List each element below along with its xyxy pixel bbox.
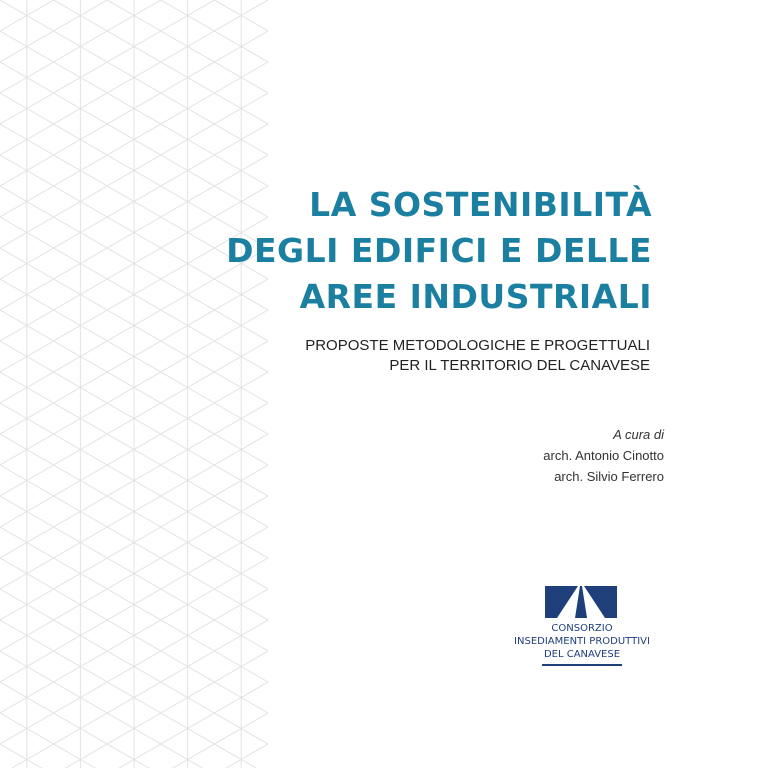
editors	[543, 424, 664, 487]
publisher-logo	[508, 586, 656, 666]
logo-line-1: CONSORZIO	[551, 623, 613, 634]
title-line-3: AREE INDUSTRIALI	[299, 277, 652, 316]
subtitle-line-1: PROPOSTE METODOLOGICHE E PROGETTUALI	[305, 337, 650, 354]
logo-line-2: INSEDIAMENTI PRODUTTIVI	[514, 636, 650, 647]
isometric-grid-pattern	[0, 0, 268, 768]
title-line-2: DEGLI EDIFICI E DELLE	[226, 231, 652, 270]
title-line-1: LA SOSTENIBILITÀ	[309, 185, 652, 224]
editor-name-2: arch. Silvio Ferrero	[554, 469, 664, 484]
road-perspective-logo-icon	[545, 586, 617, 618]
logo-text	[508, 622, 656, 666]
cover-subtitle	[305, 336, 650, 376]
subtitle-line-2: PER IL TERRITORIO DEL CANAVESE	[389, 357, 650, 374]
editor-name-1: arch. Antonio Cinotto	[543, 448, 664, 463]
logo-line-3: DEL CANAVESE	[543, 649, 621, 660]
logo-underline	[542, 664, 622, 666]
cover-title	[226, 182, 652, 320]
editors-intro: A cura di	[613, 427, 664, 442]
